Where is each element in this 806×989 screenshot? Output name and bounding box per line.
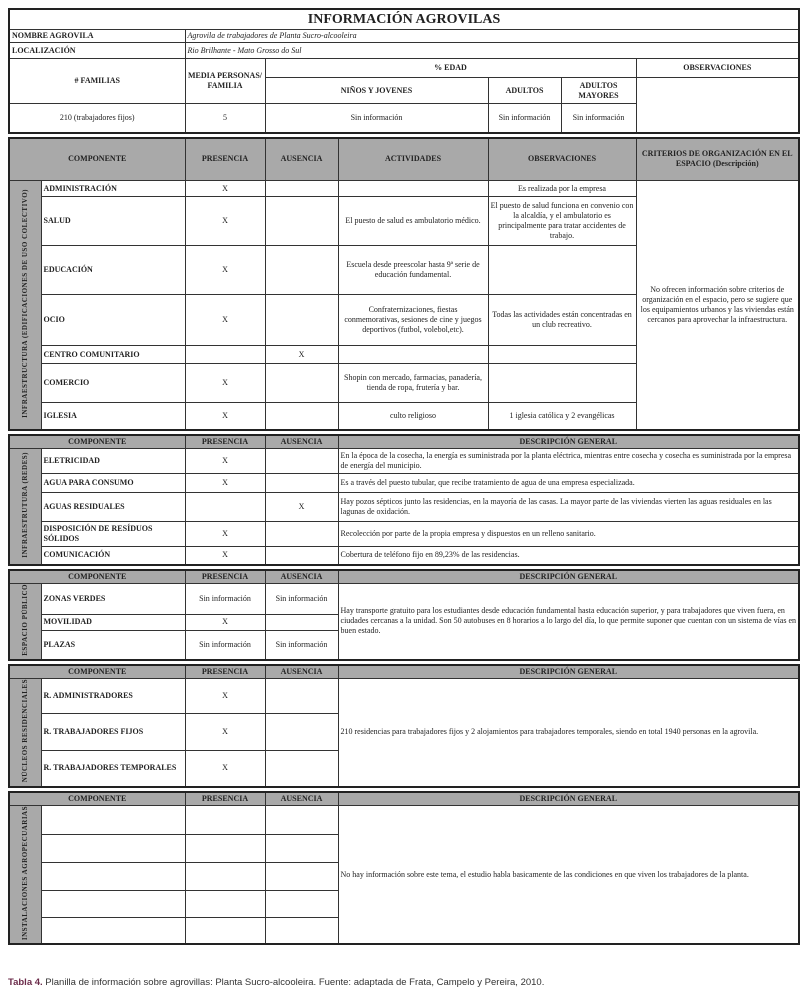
presencia-value [185, 493, 265, 522]
ausencia-value [265, 246, 338, 295]
componente-header: COMPONENTE [9, 138, 185, 181]
presencia-value [185, 890, 265, 918]
ausencia-value [265, 295, 338, 346]
component-name [41, 806, 185, 835]
presencia-value: X [185, 547, 265, 565]
ausencia-value [265, 714, 338, 750]
component-name [41, 918, 185, 944]
descripcion-value: 210 residencias para trabajadores fijos y 2 alojamientos para trabajadores temporales, siendo en total 1940 personas en la agrovila. [338, 679, 799, 787]
adultos-header: ADULTOS [488, 78, 561, 104]
table-row [9, 181, 799, 197]
componente-header: COMPONENTE [9, 435, 185, 449]
ausencia-value: Sin información [265, 584, 338, 615]
table-caption [8, 977, 806, 989]
criterios-value: No ofrecen información sobre criterios de organización en el espacio, pero se sugiere que los equipamientos urbanos y las viviendas están cercanos para aprovechar la infraestructura. [636, 181, 799, 430]
observaciones-value: Todas las actividades están concentradas en un club recreativo. [488, 295, 636, 346]
componente-header: COMPONENTE [9, 665, 185, 679]
actividades-value: Escuela desde preescolar hasta 9ª serie de educación fundamental. [338, 246, 488, 295]
mayores-header: ADULTOS MAYORES [561, 78, 636, 104]
ausencia-header: AUSENCIA [265, 138, 338, 181]
ausencia-value [265, 806, 338, 835]
localizacion-value: Rio Brilhante - Mato Grosso do Sul [185, 43, 799, 59]
section-label [9, 584, 41, 660]
descripcion-header: DESCRIPCIÓN GENERAL [338, 665, 799, 679]
observaciones-header: OBSERVACIONES [488, 138, 636, 181]
ausencia-value [265, 750, 338, 786]
presencia-header: PRESENCIA [185, 138, 265, 181]
observaciones-value: El puesto de salud funciona en convenio con la alcaldía, y el ambulatorio es principalmente para tratar accidentes de trabajo. [488, 197, 636, 246]
ausencia-value [265, 547, 338, 565]
descripcion-value: Es a través del puesto tubular, que recibe tratamiento de agua de una empresa especializada. [338, 474, 799, 493]
presencia-value [185, 835, 265, 863]
descripcion-value: Hay transporte gratuito para los estudiantes desde educación fundamental hasta educación superior, y para trabajadores que viven fuera, en ciudades cercanas a la unidad. Son 50 autobuses en 8 horarios a lo largo del día, lo que permite suponer que cuentan con un sistema de vías en buen estado. [338, 584, 799, 660]
table-row [9, 493, 799, 522]
familias-value: 210 (trabajadores fijos) [9, 104, 185, 133]
section-label-text: INFRAESTRUCTURA (EDIFICACIONES DE USO COLECTIVO) [20, 188, 29, 418]
ausencia-value: X [265, 493, 338, 522]
ausencia-value: X [265, 346, 338, 364]
nombre-value: Agrovila de trabajadores de Planta Sucro-alcooleira [185, 30, 799, 43]
component-name: CENTRO COMUNITARIO [41, 346, 185, 364]
component-name: PLAZAS [41, 630, 185, 659]
presencia-value [185, 862, 265, 890]
section-table [8, 664, 800, 788]
ausencia-value [265, 364, 338, 403]
observaciones-value: Es realizada por la empresa [488, 181, 636, 197]
descripcion-value: Recolección por parte de la propia empresa y dispuestos en un relleno sanitario. [338, 522, 799, 547]
presencia-value: X [185, 474, 265, 493]
section-label-text: ESPACIO PÚBLICO [20, 584, 29, 656]
component-name: DISPOSICIÓN DE RESÍDUOS SÓLIDOS [41, 522, 185, 547]
section-label [9, 181, 41, 430]
ausencia-value [265, 918, 338, 944]
presencia-header: PRESENCIA [185, 792, 265, 806]
component-name: AGUAS RESIDUALES [41, 493, 185, 522]
ausencia-value [265, 181, 338, 197]
ausencia-header: AUSENCIA [265, 570, 338, 584]
media-value: 5 [185, 104, 265, 133]
component-name [41, 890, 185, 918]
section-label [9, 679, 41, 787]
section-table [8, 434, 800, 566]
ausencia-value [265, 679, 338, 714]
presencia-value: X [185, 449, 265, 474]
caption-text: Planilla de información sobre agrovillas: Planta Sucro-alcooleira. Fuente: adaptada de Frata, Campelo y Pereira, 2010. [42, 977, 545, 989]
descripcion-value: Cobertura de teléfono fijo en 89,23% de las residencias. [338, 547, 799, 565]
table-row [9, 806, 799, 835]
presencia-value: X [185, 522, 265, 547]
observaciones-value [488, 364, 636, 403]
table-row [9, 474, 799, 493]
localizacion-label: LOCALIZACIÓN [9, 43, 185, 59]
presencia-header: PRESENCIA [185, 435, 265, 449]
ausencia-value [265, 197, 338, 246]
descripcion-value: No hay información sobre este tema, el estudio habla basicamente de las condiciones en que viven los trabajadores de la planta. [338, 806, 799, 945]
presencia-value: Sin información [185, 630, 265, 659]
edad-header: % EDAD [265, 59, 636, 78]
observaciones-value [636, 78, 799, 133]
component-name: OCIO [41, 295, 185, 346]
component-name: SALUD [41, 197, 185, 246]
component-name: MOVILIDAD [41, 614, 185, 630]
presencia-header: PRESENCIA [185, 665, 265, 679]
component-name: R. TRABAJADORES TEMPORALES [41, 750, 185, 786]
presencia-value: X [185, 197, 265, 246]
section-label [9, 806, 41, 945]
section-table [8, 137, 800, 431]
ausencia-value [265, 614, 338, 630]
table-row [9, 584, 799, 615]
media-header: MEDIA PERSONAS/ FAMILIA [185, 59, 265, 104]
ninos-value: Sin información [265, 104, 488, 133]
ausencia-value [265, 403, 338, 430]
table-row [9, 679, 799, 714]
component-name: COMUNICACIÓN [41, 547, 185, 565]
section-label-text: NÚCLEOS RESIDENCIALES [20, 679, 29, 783]
ausencia-value: Sin información [265, 630, 338, 659]
actividades-header: ACTIVIDADES [338, 138, 488, 181]
descripcion-header: DESCRIPCIÓN GENERAL [338, 435, 799, 449]
table-row [9, 449, 799, 474]
component-name: IGLESIA [41, 403, 185, 430]
nombre-label: NOMBRE AGROVILA [9, 30, 185, 43]
presencia-value: Sin información [185, 584, 265, 615]
presencia-value [185, 346, 265, 364]
table-row [9, 547, 799, 565]
ausencia-value [265, 862, 338, 890]
mayores-value: Sin información [561, 104, 636, 133]
presencia-value [185, 918, 265, 944]
general-info-table [8, 8, 800, 134]
componente-header: COMPONENTE [9, 792, 185, 806]
presencia-value: X [185, 181, 265, 197]
section-table [8, 791, 800, 946]
components-sections [0, 137, 806, 946]
descripcion-header: DESCRIPCIÓN GENERAL [338, 792, 799, 806]
component-name: R. TRABAJADORES FIJOS [41, 714, 185, 750]
presencia-value: X [185, 246, 265, 295]
ausencia-header: AUSENCIA [265, 435, 338, 449]
actividades-value: El puesto de salud es ambulatorio médico. [338, 197, 488, 246]
presencia-value: X [185, 714, 265, 750]
ausencia-value [265, 449, 338, 474]
adultos-value: Sin información [488, 104, 561, 133]
actividades-value: culto religioso [338, 403, 488, 430]
component-name: R. ADMINISTRADORES [41, 679, 185, 714]
component-name [41, 862, 185, 890]
presencia-value: X [185, 679, 265, 714]
observaciones-header: OBSERVACIONES [636, 59, 799, 78]
table-row [9, 522, 799, 547]
familias-header: # FAMILIAS [9, 59, 185, 104]
componente-header: COMPONENTE [9, 570, 185, 584]
presencia-value: X [185, 750, 265, 786]
component-name: COMERCIO [41, 364, 185, 403]
ninos-header: NIÑOS Y JOVENES [265, 78, 488, 104]
presencia-value: X [185, 403, 265, 430]
section-label [9, 449, 41, 565]
descripcion-value: Hay pozos sépticos junto las residencias, en la mayoría de las casas. La mayor parte de las viviendas vierten las aguas residuales en las lagunas de oxidación. [338, 493, 799, 522]
component-name [41, 835, 185, 863]
actividades-value: Shopin con mercado, farmacias, panadería, tienda de ropa, frutería y bar. [338, 364, 488, 403]
presencia-value: X [185, 614, 265, 630]
ausencia-value [265, 522, 338, 547]
actividades-value: Confraternizaciones, fiestas conmemorativas, sesiones de cine y juegos deportivos (futbol, volebol,etc). [338, 295, 488, 346]
observaciones-value [488, 246, 636, 295]
ausencia-value [265, 474, 338, 493]
component-name: AGUA PARA CONSUMO [41, 474, 185, 493]
presencia-value: X [185, 364, 265, 403]
ausencia-value [265, 835, 338, 863]
actividades-value [338, 181, 488, 197]
actividades-value [338, 346, 488, 364]
observaciones-value [488, 346, 636, 364]
component-name: EDUCACIÓN [41, 246, 185, 295]
criterios-header: CRITERIOS DE ORGANIZACIÓN EN EL ESPACIO (Descripción) [636, 138, 799, 181]
ausencia-header: AUSENCIA [265, 665, 338, 679]
presencia-value: X [185, 295, 265, 346]
component-name: ZONAS VERDES [41, 584, 185, 615]
section-label-text: INFRAESTRUTURA (REDES) [20, 451, 29, 558]
section-table [8, 569, 800, 661]
descripcion-header: DESCRIPCIÓN GENERAL [338, 570, 799, 584]
section-label-text: INSTALACIONES AGROPECUARIAS [20, 806, 29, 941]
presencia-header: PRESENCIA [185, 570, 265, 584]
ausencia-value [265, 890, 338, 918]
presencia-value [185, 806, 265, 835]
component-name: ADMINISTRACIÓN [41, 181, 185, 197]
ausencia-header: AUSENCIA [265, 792, 338, 806]
component-name: ELETRICIDAD [41, 449, 185, 474]
table-title: INFORMACIÓN AGROVILAS [9, 9, 799, 30]
caption-label: Tabla 4. [8, 977, 43, 989]
descripcion-value: En la época de la cosecha, la energía es suministrada por la planta eléctrica, mientras entre cosecha y cosecha es suministrada por la empresa de energía del municipio. [338, 449, 799, 474]
observaciones-value: 1 iglesia católica y 2 evangélicas [488, 403, 636, 430]
